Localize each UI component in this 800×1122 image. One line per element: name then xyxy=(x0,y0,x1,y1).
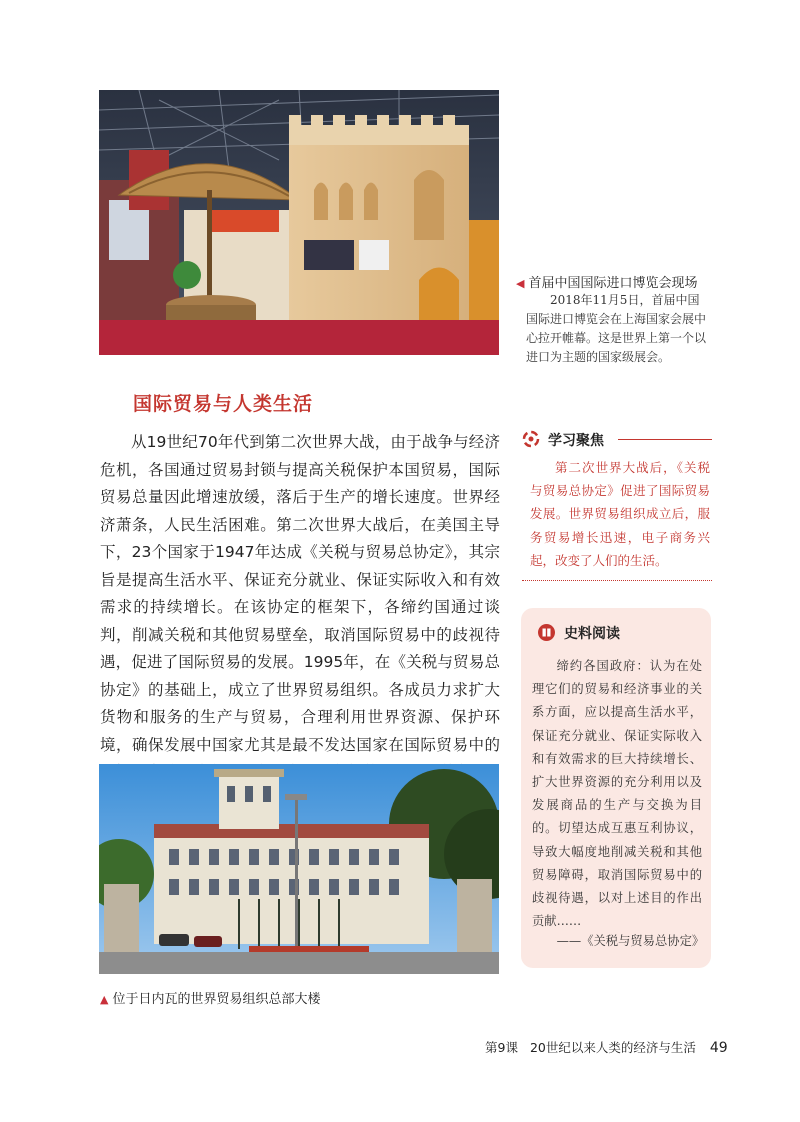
photo1-caption-body: 2018年11月5日，首届中国国际进口博览会在上海国家会展中心拉开帷幕。这是世界上第一个以进口为主题的国家级展会。 xyxy=(526,293,707,364)
page-number: 49 xyxy=(709,1040,728,1056)
section-heading: 国际贸易与人类生活 xyxy=(133,393,314,415)
book-icon xyxy=(538,624,555,641)
photo2-caption: 位于日内瓦的世界贸易组织总部大楼 xyxy=(112,992,321,1007)
study-focus-text: 第二次世界大战后，《关税与贸易总协定》促进了国际贸易发展。世界贸易组织成立后，服务贸易增长迅速，电子商务兴起，改变了人们的生活。 xyxy=(530,460,710,568)
page-footer xyxy=(485,1038,728,1056)
photo2-caption-row xyxy=(100,988,320,1007)
study-focus-icon xyxy=(522,430,540,448)
photo1-caption xyxy=(516,272,716,367)
study-focus-title: 学习聚焦 xyxy=(548,433,604,449)
triangle-up-icon: ▲ xyxy=(100,993,109,1006)
study-focus-divider xyxy=(522,580,712,581)
wto-building-photo xyxy=(99,764,499,974)
source-reading-citation: ——《关税与贸易总协定》 xyxy=(556,934,705,948)
source-reading-title: 史料阅读 xyxy=(564,626,620,642)
triangle-left-icon: ◀ xyxy=(516,277,525,290)
photo1-caption-title-row xyxy=(516,272,716,291)
study-focus-header xyxy=(522,430,712,450)
photo1-caption-title: 首届中国国际进口博览会现场 xyxy=(528,276,698,291)
study-focus-rule xyxy=(618,439,712,440)
footer-lesson-title: 20世纪以来人类的经济与生活 xyxy=(529,1040,696,1055)
footer-lesson: 第9课 xyxy=(485,1040,518,1055)
source-reading-text: 缔约各国政府：认为在处理它们的贸易和经济事业的关系方面，应以提高生活水平，保证充分就业、保证实际收入和有效需求的巨大持续增长、扩大世界资源的充分利用以及发展商品的生产与交换为目的。切望达成互惠互利协议，导致大幅度地削减关税和其他贸易障碍，取消国际贸易中的歧视待遇，以对上述目的作出贡献…… xyxy=(532,659,702,929)
main-paragraph: 从19世纪70年代到第二次世界大战，由于战争与经济危机，各国通过贸易封锁与提高关税保护本国贸易，国际贸易总量因此增速放缓，落后于生产的增长速度。世界经济萧条，人民生活困难。第二次世界大战后，在美国主导下，23个国家于1947年达成《关税与贸易总协定》，其宗旨是提高生活水平、保证充分就业、保证实际收入和有效需求的持续增长。在该协定的框架下，各缔约国通过谈判，削减关税和其他贸易壁垒，取消国际贸易中的歧视待遇，促进了国际贸易的发展。1995年，在《关税与贸易总协定》的基础上，成立了世界贸易组织。各成员力求扩大货物和服务的生产与贸易，合理利用世界资源、保护环境，确保发展中国家尤其是最不发达国家在国际贸易中的 xyxy=(100,433,500,754)
expo-booth-photo xyxy=(99,90,499,355)
